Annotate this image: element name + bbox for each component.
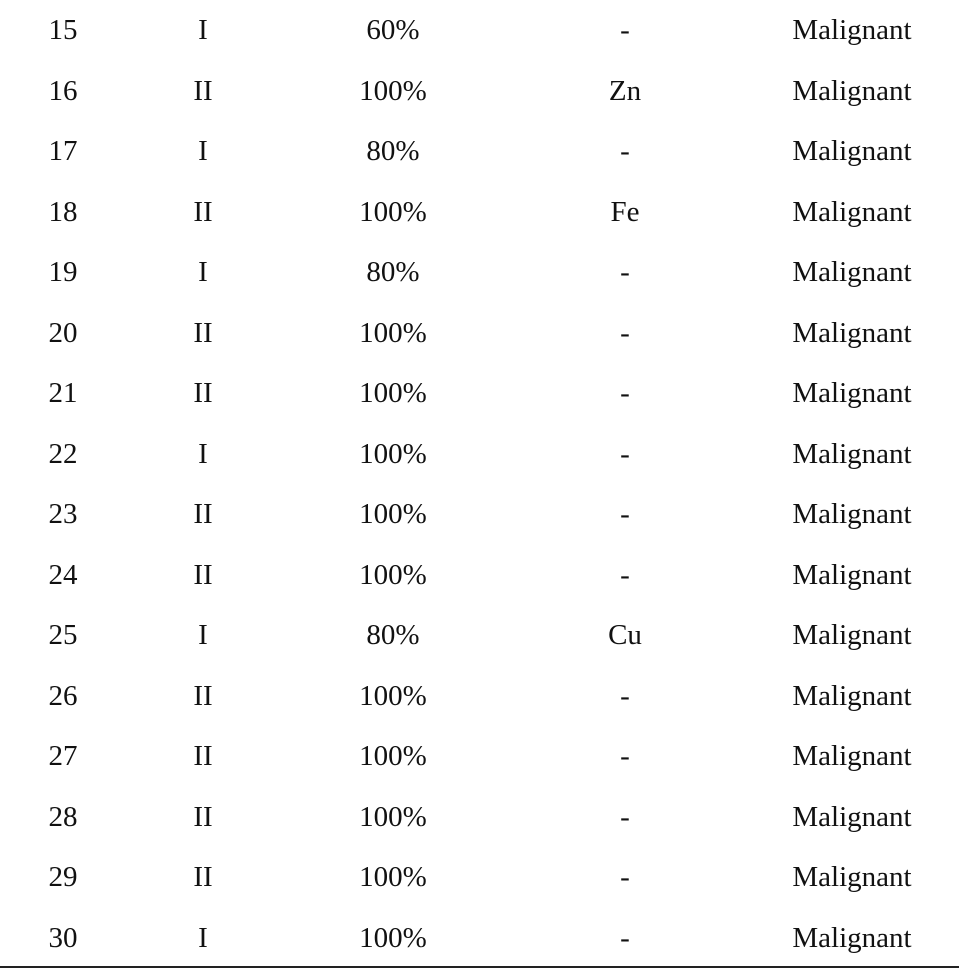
cell-diagnosis: Malignant: [792, 317, 912, 349]
cell-diagnosis: Malignant: [792, 256, 912, 288]
cell-number: 30: [48, 922, 78, 954]
cell-element: -: [620, 317, 630, 349]
cell-diagnosis: Malignant: [792, 377, 912, 409]
cell-stage: II: [193, 740, 213, 772]
cell-element: -: [620, 801, 630, 833]
cell-element: -: [620, 256, 630, 288]
cell-percent: 80%: [366, 619, 420, 651]
cell-percent: 100%: [359, 740, 427, 772]
table-row: [0, 303, 959, 363]
cell-stage: II: [193, 861, 213, 893]
cell-number: 28: [48, 801, 78, 833]
cell-element: -: [620, 740, 630, 772]
cell-stage: I: [198, 135, 208, 167]
cell-percent: 100%: [359, 801, 427, 833]
cell-percent: 100%: [359, 498, 427, 530]
cell-diagnosis: Malignant: [792, 801, 912, 833]
cell-diagnosis: Malignant: [792, 135, 912, 167]
cell-number: 18: [48, 196, 78, 228]
cell-diagnosis: Malignant: [792, 498, 912, 530]
cell-number: 17: [48, 135, 78, 167]
cell-percent: 100%: [359, 680, 427, 712]
table-row: [0, 0, 959, 60]
cell-diagnosis: Malignant: [792, 438, 912, 470]
cell-number: 23: [48, 498, 78, 530]
table-row: [0, 787, 959, 847]
table-row: [0, 242, 959, 302]
cell-percent: 100%: [359, 922, 427, 954]
cell-percent: 80%: [366, 135, 420, 167]
cell-element: Zn: [608, 75, 642, 107]
cell-stage: II: [193, 559, 213, 591]
cell-diagnosis: Malignant: [792, 861, 912, 893]
cell-diagnosis: Malignant: [792, 14, 912, 46]
cell-stage: I: [198, 619, 208, 651]
cell-percent: 100%: [359, 196, 427, 228]
cell-stage: II: [193, 317, 213, 349]
cell-element: -: [620, 559, 630, 591]
cell-diagnosis: Malignant: [792, 196, 912, 228]
cell-number: 24: [48, 559, 78, 591]
cell-percent: 100%: [359, 317, 427, 349]
cell-element: -: [620, 377, 630, 409]
table-row: [0, 363, 959, 423]
cell-stage: II: [193, 801, 213, 833]
cell-element: -: [620, 861, 630, 893]
cell-percent: 100%: [359, 75, 427, 107]
cell-number: 21: [48, 377, 78, 409]
cell-number: 26: [48, 680, 78, 712]
cell-diagnosis: Malignant: [792, 619, 912, 651]
cell-element: -: [620, 498, 630, 530]
cell-diagnosis: Malignant: [792, 75, 912, 107]
cell-percent: 100%: [359, 438, 427, 470]
cell-percent: 100%: [359, 559, 427, 591]
cell-number: 22: [48, 438, 78, 470]
table-row: [0, 908, 959, 968]
cell-number: 27: [48, 740, 78, 772]
cell-diagnosis: Malignant: [792, 740, 912, 772]
table-row: [0, 424, 959, 484]
cell-number: 20: [48, 317, 78, 349]
table-row: [0, 605, 959, 665]
cell-stage: I: [198, 438, 208, 470]
cell-element: Cu: [608, 619, 642, 651]
cell-stage: I: [198, 256, 208, 288]
table-row: [0, 666, 959, 726]
cell-element: -: [620, 14, 630, 46]
cell-stage: II: [193, 377, 213, 409]
table-row: [0, 726, 959, 786]
cell-stage: I: [198, 922, 208, 954]
table-row: [0, 545, 959, 605]
cell-percent: 100%: [359, 377, 427, 409]
cell-stage: II: [193, 75, 213, 107]
cell-number: 15: [48, 14, 78, 46]
cell-element: Fe: [610, 196, 640, 228]
table-row: [0, 847, 959, 907]
cell-diagnosis: Malignant: [792, 922, 912, 954]
table-row: [0, 484, 959, 544]
cell-percent: 80%: [366, 256, 420, 288]
cell-stage: I: [198, 14, 208, 46]
table-row: [0, 61, 959, 121]
cell-element: -: [620, 135, 630, 167]
cell-number: 16: [48, 75, 78, 107]
cell-percent: 60%: [366, 14, 420, 46]
cell-element: -: [620, 922, 630, 954]
cell-element: -: [620, 680, 630, 712]
cell-diagnosis: Malignant: [792, 680, 912, 712]
cell-percent: 100%: [359, 861, 427, 893]
cell-stage: II: [193, 680, 213, 712]
cell-diagnosis: Malignant: [792, 559, 912, 591]
cell-number: 29: [48, 861, 78, 893]
table-row: [0, 182, 959, 242]
cell-stage: II: [193, 498, 213, 530]
cell-number: 25: [48, 619, 78, 651]
cell-number: 19: [48, 256, 78, 288]
cell-stage: II: [193, 196, 213, 228]
cell-element: -: [620, 438, 630, 470]
table-row: [0, 121, 959, 181]
